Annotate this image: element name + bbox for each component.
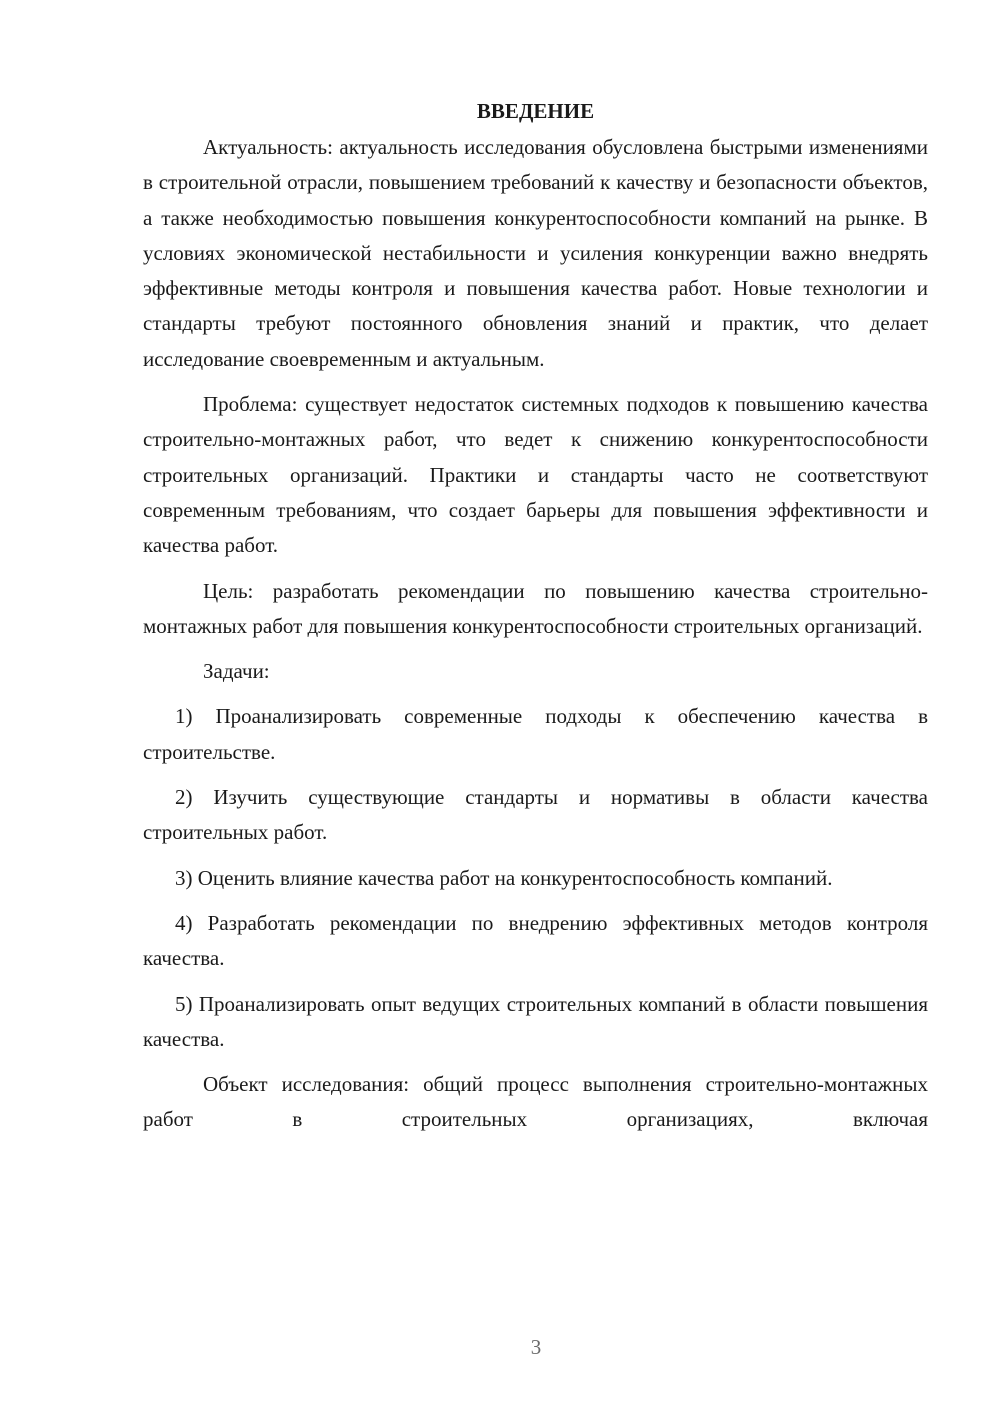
relevance-paragraph: Актуальность: актуальность исследования обусловлена быстрыми изменениями в строительной отрасли, повышением требований к качеству и безопасности объектов, а также необходимостью повышения конкурентоспособности компаний на рынке. В условиях экономической нестабильности и усиления конкуренции важно внедрять эффективные методы контроля и повышения качества работ. Новые технологии и стандарты требуют постоянного обновления знаний и практик, что делает исследование своевременным и актуальным. xyxy=(143,135,928,371)
task-item-3: 3) Оценить влияние качества работ на конкурентоспособность компаний. xyxy=(175,865,833,890)
problem-paragraph: Проблема: существует недостаток системных подходов к повышению качества строительно-монтажных работ, что ведет к снижению конкурентоспособности строительных организаций. Практики и стандарты часто не соответствуют современным требованиям, что создает барьеры для повышения эффективности и качества работ. xyxy=(143,392,928,558)
page-number: 3 xyxy=(530,1335,542,1359)
section-heading: ВВЕДЕНИЕ xyxy=(476,99,595,123)
task-item-4: 4) Разработать рекомендации по внедрению эффективных методов контроля качества. xyxy=(143,910,928,971)
object-paragraph: Объект исследования: общий процесс выполнения строительно-монтажных работ в строительных организациях, включая xyxy=(143,1072,928,1132)
page-content xyxy=(143,94,928,1148)
task-item-5: 5) Проанализировать опыт ведущих строительных компаний в области повышения качества. xyxy=(143,991,928,1051)
tasks-label: Задачи: xyxy=(203,659,270,684)
task-item-1: 1) Проанализировать современные подходы к обеспечению качества в строительстве. xyxy=(143,704,928,764)
task-item-2: 2) Изучить существующие стандарты и нормативы в области качества строительных работ. xyxy=(143,785,928,845)
goal-paragraph: Цель: разработать рекомендации по повышению качества строительно-монтажных работ для повышения конкурентоспособности строительных организаций. xyxy=(143,578,928,638)
